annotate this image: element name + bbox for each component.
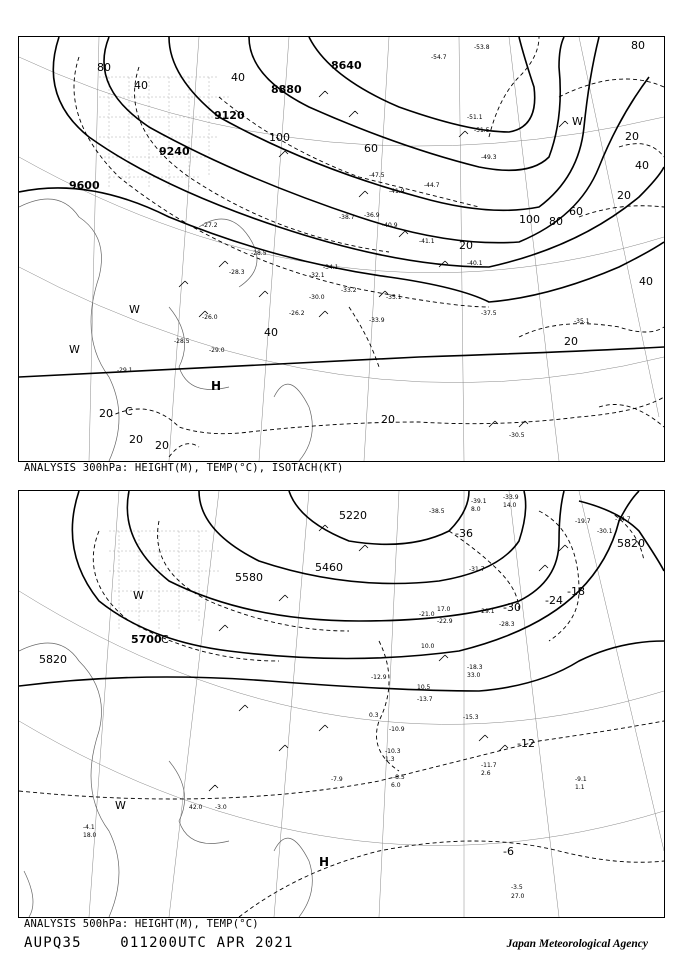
station-dewpoint: 6.0 — [391, 782, 401, 789]
warm-center-marker: W — [129, 303, 140, 316]
isotach-label: 40 — [264, 326, 278, 339]
station-temp: -35.1 — [386, 294, 402, 301]
station-temp: -19.7 — [575, 518, 591, 525]
station-temp: -29.1 — [479, 608, 495, 615]
isotach-label: 20 — [625, 130, 639, 143]
station-dewpoint: 10.0 — [421, 643, 435, 650]
height-label: 9120 — [214, 109, 245, 122]
lower-chart-500hpa — [18, 490, 665, 918]
station-temp: -11.7 — [481, 762, 497, 769]
station-temp: -21.0 — [419, 611, 435, 618]
station-temp: -28.5 — [174, 338, 190, 345]
high-pressure-center: H — [211, 379, 222, 393]
station-dewpoint: 17.0 — [437, 606, 451, 613]
station-temp: -26.0 — [202, 314, 218, 321]
station-dewpoint: 42.0 — [189, 804, 203, 811]
height-label: 8640 — [331, 59, 362, 72]
station-temp: -51.5 — [474, 127, 490, 134]
warm-center-marker: W — [69, 343, 80, 356]
isotach-label: 20 — [381, 413, 395, 426]
station-dewpoint: 1.1 — [575, 784, 585, 791]
lower-height-labels — [39, 509, 645, 666]
lower-hatch — [109, 531, 219, 631]
station-temp: -3.5 — [511, 884, 523, 891]
station-temp: -28.5 — [251, 250, 267, 257]
lower-chart-svg — [19, 491, 664, 917]
cold-center-marker: C — [125, 405, 133, 418]
upper-chart-300hpa — [18, 36, 665, 462]
station-temp: -30.1 — [597, 528, 613, 535]
isotach-label: 60 — [569, 205, 583, 218]
isotherm-label: -6 — [503, 845, 514, 858]
station-temp: -40.9 — [382, 222, 398, 229]
station-temp: -3.0 — [215, 804, 227, 811]
isotach-label: 20 — [564, 335, 578, 348]
isotach-label: 20 — [99, 407, 113, 420]
height-label: 9240 — [159, 145, 190, 158]
station-temp: -40.1 — [467, 260, 483, 267]
warm-center-marker: W — [115, 799, 126, 812]
height-label: 5580 — [235, 571, 263, 584]
isotach-label: 20 — [459, 239, 473, 252]
station-dewpoint: 18.0 — [83, 832, 97, 839]
height-label: 5700 — [131, 633, 162, 646]
isotach-label: 20 — [155, 439, 169, 452]
station-temp: -9.1 — [575, 776, 587, 783]
station-temp: -41.1 — [419, 238, 435, 245]
station-temp: -7.9 — [331, 776, 343, 783]
isotherm-label: -24 — [545, 594, 563, 607]
station-temp: -28.3 — [229, 269, 245, 276]
station-temp: -41.9 — [389, 188, 405, 195]
station-temp: -38.7 — [339, 214, 355, 221]
isotach-label: 40 — [635, 159, 649, 172]
warm-center-marker: W — [572, 115, 583, 128]
upper-isotachs — [74, 37, 664, 457]
station-dewpoint: 8.0 — [471, 506, 481, 513]
station-temp: -8.5 — [393, 774, 405, 781]
isotach-label: 100 — [269, 131, 290, 144]
station-temp: -51.1 — [467, 114, 483, 121]
height-label: 5820 — [617, 537, 645, 550]
station-temp: -30.5 — [509, 432, 525, 439]
isotach-label: 40 — [639, 275, 653, 288]
station-temp: -22.9 — [437, 618, 453, 625]
agency-name: Japan Meteorological Agency — [506, 938, 648, 950]
station-temp: -33.2 — [341, 287, 357, 294]
station-temp: -26.2 — [289, 310, 305, 317]
upper-isotach-labels — [97, 39, 653, 452]
station-temp: -15.3 — [463, 714, 479, 721]
upper-chart-svg — [19, 37, 664, 461]
isotach-label: 80 — [97, 61, 111, 74]
station-temp: -4.1 — [83, 824, 95, 831]
upper-height-labels — [69, 59, 362, 192]
station-temp: -35.1 — [574, 318, 590, 325]
high-pressure-center: H — [319, 855, 330, 869]
lower-caption: ANALYSIS 500hPa: HEIGHT(M), TEMP(°C) — [24, 918, 259, 930]
isotach-label: 20 — [617, 189, 631, 202]
height-label: 5820 — [39, 653, 67, 666]
station-temp: -12.9 — [371, 674, 387, 681]
station-temp: -14.7 — [615, 516, 631, 523]
lower-coastline — [19, 643, 312, 917]
station-dewpoint: 1.3 — [385, 756, 395, 763]
station-temp: -37.5 — [481, 310, 497, 317]
station-temp: -13.7 — [417, 696, 433, 703]
isotherm-label: -30 — [503, 601, 521, 614]
station-temp: -54.7 — [431, 54, 447, 61]
station-dewpoint: 10.5 — [417, 684, 431, 691]
isotach-label: 20 — [129, 433, 143, 446]
lower-station-temps — [83, 494, 631, 891]
station-temp: -29.1 — [117, 367, 133, 374]
upper-height-contours — [19, 37, 664, 377]
height-label: 9600 — [69, 179, 100, 192]
station-temp: -34.1 — [323, 264, 339, 271]
isotach-label: 60 — [364, 142, 378, 155]
station-dewpoint: 0.3 — [369, 712, 379, 719]
station-temp: -32.1 — [309, 272, 325, 279]
station-temp: -39.1 — [471, 498, 487, 505]
station-temp: -10.9 — [389, 726, 405, 733]
isotach-label: 80 — [549, 215, 563, 228]
isotherm-label: -12 — [517, 737, 535, 750]
station-temp: -18.3 — [467, 664, 483, 671]
station-temp: -28.3 — [499, 621, 515, 628]
isotach-label: 40 — [134, 79, 148, 92]
station-temp: -36.9 — [364, 212, 380, 219]
station-temp: -29.0 — [209, 347, 225, 354]
station-dewpoint: 33.0 — [467, 672, 481, 679]
cold-center-marker: C — [161, 633, 169, 646]
height-label: 5220 — [339, 509, 367, 522]
station-temp: -38.5 — [429, 508, 445, 515]
station-temp: -33.9 — [503, 494, 519, 501]
station-temp: -27.2 — [202, 222, 218, 229]
isotherm-label: -36 — [455, 527, 473, 540]
height-label: 8880 — [271, 83, 302, 96]
warm-center-marker: W — [133, 589, 144, 602]
station-temp: -47.5 — [369, 172, 385, 179]
isotach-label: 80 — [631, 39, 645, 52]
station-temp: -33.9 — [369, 317, 385, 324]
valid-time: 011200UTC APR 2021 — [120, 935, 294, 951]
station-dewpoint: 2.6 — [481, 770, 491, 777]
station-dewpoint: 27.0 — [511, 893, 525, 900]
station-temp: -30.0 — [309, 294, 325, 301]
lower-isotherm-labels — [455, 527, 585, 858]
upper-graticule — [19, 37, 664, 461]
station-dewpoint: 14.0 — [503, 502, 517, 509]
upper-caption: ANALYSIS 300hPa: HEIGHT(M), TEMP(°C), ISOTACH(KT) — [24, 462, 344, 474]
isotach-label: 100 — [519, 213, 540, 226]
station-temp: -49.3 — [481, 154, 497, 161]
isotach-label: 40 — [231, 71, 245, 84]
station-temp: -53.8 — [474, 44, 490, 51]
product-code: AUPQ35 — [24, 935, 82, 951]
station-temp: -44.7 — [424, 182, 440, 189]
upper-hatch — [99, 77, 229, 187]
station-temp: -31.7 — [469, 566, 485, 573]
isotherm-label: -18 — [567, 585, 585, 598]
product-footer — [24, 935, 294, 951]
height-label: 5460 — [315, 561, 343, 574]
station-temp: -10.3 — [385, 748, 401, 755]
